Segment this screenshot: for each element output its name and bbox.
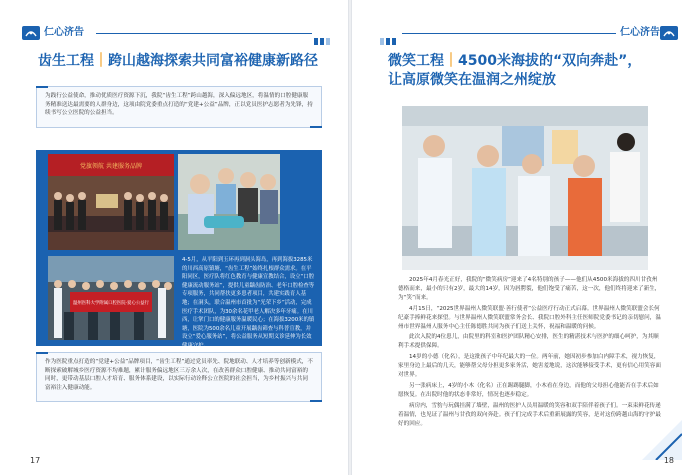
section-label: 仁心济告 — [44, 27, 84, 38]
body-paragraph-5: 另一张病床上，4岁的小木（化名）正在踢踢腿脚，小木看在身边，而他的父母担心他能否在手术后如愿恢复。在出院时他的状态非常好，情况也逐步稳定。 — [398, 382, 659, 398]
header-decoration — [314, 30, 332, 37]
header-divider — [96, 33, 312, 34]
page-number-right: 18 — [663, 456, 674, 465]
header-divider-right — [402, 33, 616, 34]
body-paragraph-6: 病房内，雪豹与玩偶挂满了墙壁，温州的医护人员用温暖的笑容和双手陪伴着孩子们。一束束鲜花传递着温情，也见证了温州与甘孜的双向奔赴。孩子们完成手术后重新展露的笑容，是对这份跨越山海的守护最好的回应。 — [398, 402, 661, 427]
ward-photo — [402, 106, 648, 270]
article-title: 齿生工程｜跨山越海探索共同富裕健康新路径 — [38, 53, 318, 69]
photo-caption: 4-5月，从平阳到玉环再到洞头海岛，再到海拔3285米的川西高原镇塘，“齿生工程”始终扎根群众需求。在平阳同区，医疗队将红色教育与健康宣教结合，设立“口腔健康流动服务站”，提供儿童龋齿防治、老年口腔检查等专项服务，共同帮扶更多患者项目，共建实践育人基地；在洞头，联合温州市首批为“光荣下乡”活动，完成医疗手术团队，为30余名花甲老人解决多年牙痛。在川西，让掌门口的健康服务温暖民心；在海拔3200米的镇塘，医院为500余名儿童开展龋齿筛查与科普宣教，并设立“爱心服务站”，将公益服务从短期义诊延伸为长效健康守护。 — [182, 257, 315, 349]
banner-text: 党旗领航 共建服务品牌 — [80, 163, 142, 170]
body-paragraph-3: 此次入院的4位患儿，由院里的科室和医护团队精心安排，医生的精湛技术与医护的细心呵护，为其顺利手术提供保障。 — [398, 334, 659, 350]
body-paragraph-2: 4月15日，“2025世界温州人微笑联盟·善行使者”公益医疗行动正式启幕。世界温州人微笑联盟会长何纪豪手捧鲜花来探望。与世界温州人微笑联盟常务会长、我院口腔外科主任医师院党委书记的亲切慰问，温州市世界温州人服务中心主任陈德胜共同为孩子们送上关怀，祝福和温暖的问候。 — [398, 305, 661, 330]
closing-box — [36, 352, 322, 402]
body-paragraph-4: 14岁的小德（化名），是这批孩子中年纪最大的一位。两年前，她因初步参加白内障手术，视力恢复，家里身边上最后的几天，能够帮父母分担更多家务活，她害羞地说，这次能够接受手术，更有信心用笑容面对世界。 — [398, 354, 661, 379]
banner-text-2: 温州医科大学附属口腔医院·爱心公益行 — [72, 301, 150, 306]
article-title-right: 微笑工程｜4500米海拔的“双向奔赴”， 让高原微笑在温润之州绽放 — [388, 53, 642, 88]
team-banner-photo — [48, 256, 174, 340]
header-decoration-right — [380, 30, 398, 37]
ceremony-photo — [48, 154, 174, 250]
right-page — [350, 0, 700, 475]
spine — [348, 0, 352, 475]
closing-text: 作为医院重点打造的“党建+公益”品牌项目，“齿生工程”通过党员率先、院地联动、人才培养等创新模式，不断探索破解城乡医疗资源不均难题，累计服务偏远地区三万余人次，在改善群众口腔健康、推动共同富裕的同时，更带动基层口腔人才培育、服务体系建设，以实际行动诠释公立医院的社会担当，为乡村振兴与共同富裕注入健康动能。 — [45, 359, 313, 391]
hospital-logo-icon — [22, 26, 40, 40]
hospital-logo-icon-right — [660, 26, 678, 40]
body-paragraph-1: 2025年4月春光正好，我院的“微笑病房”迎来了4名特别的孩子——他们从4500米海拔的四川甘孜州德格而来，最小的只有2岁，最大的14岁，因为唇腭裂，他们饱受了痛苦，这一次，他们终将迎来了新生，为“笑”而来。 — [398, 277, 661, 301]
dental-exam-photo — [178, 154, 280, 250]
section-label-right: 仁心济告 — [620, 27, 660, 38]
article-body — [398, 276, 662, 429]
corner-decoration-icon — [642, 420, 682, 460]
intro-text: 为践行公益使命，推动优质医疗资源下沉，我院“齿生工程”跨山越海，深入偏远地区，将温情的口腔健康服务精准送达最需要的人群身边，这项由院党委重点打造的“党建+公益”品牌，正以党员医护志愿者为先锋，持续书写公立医院的公益担当。 — [45, 93, 313, 117]
intro-box — [36, 86, 322, 128]
page-number-left: 17 — [30, 456, 41, 465]
